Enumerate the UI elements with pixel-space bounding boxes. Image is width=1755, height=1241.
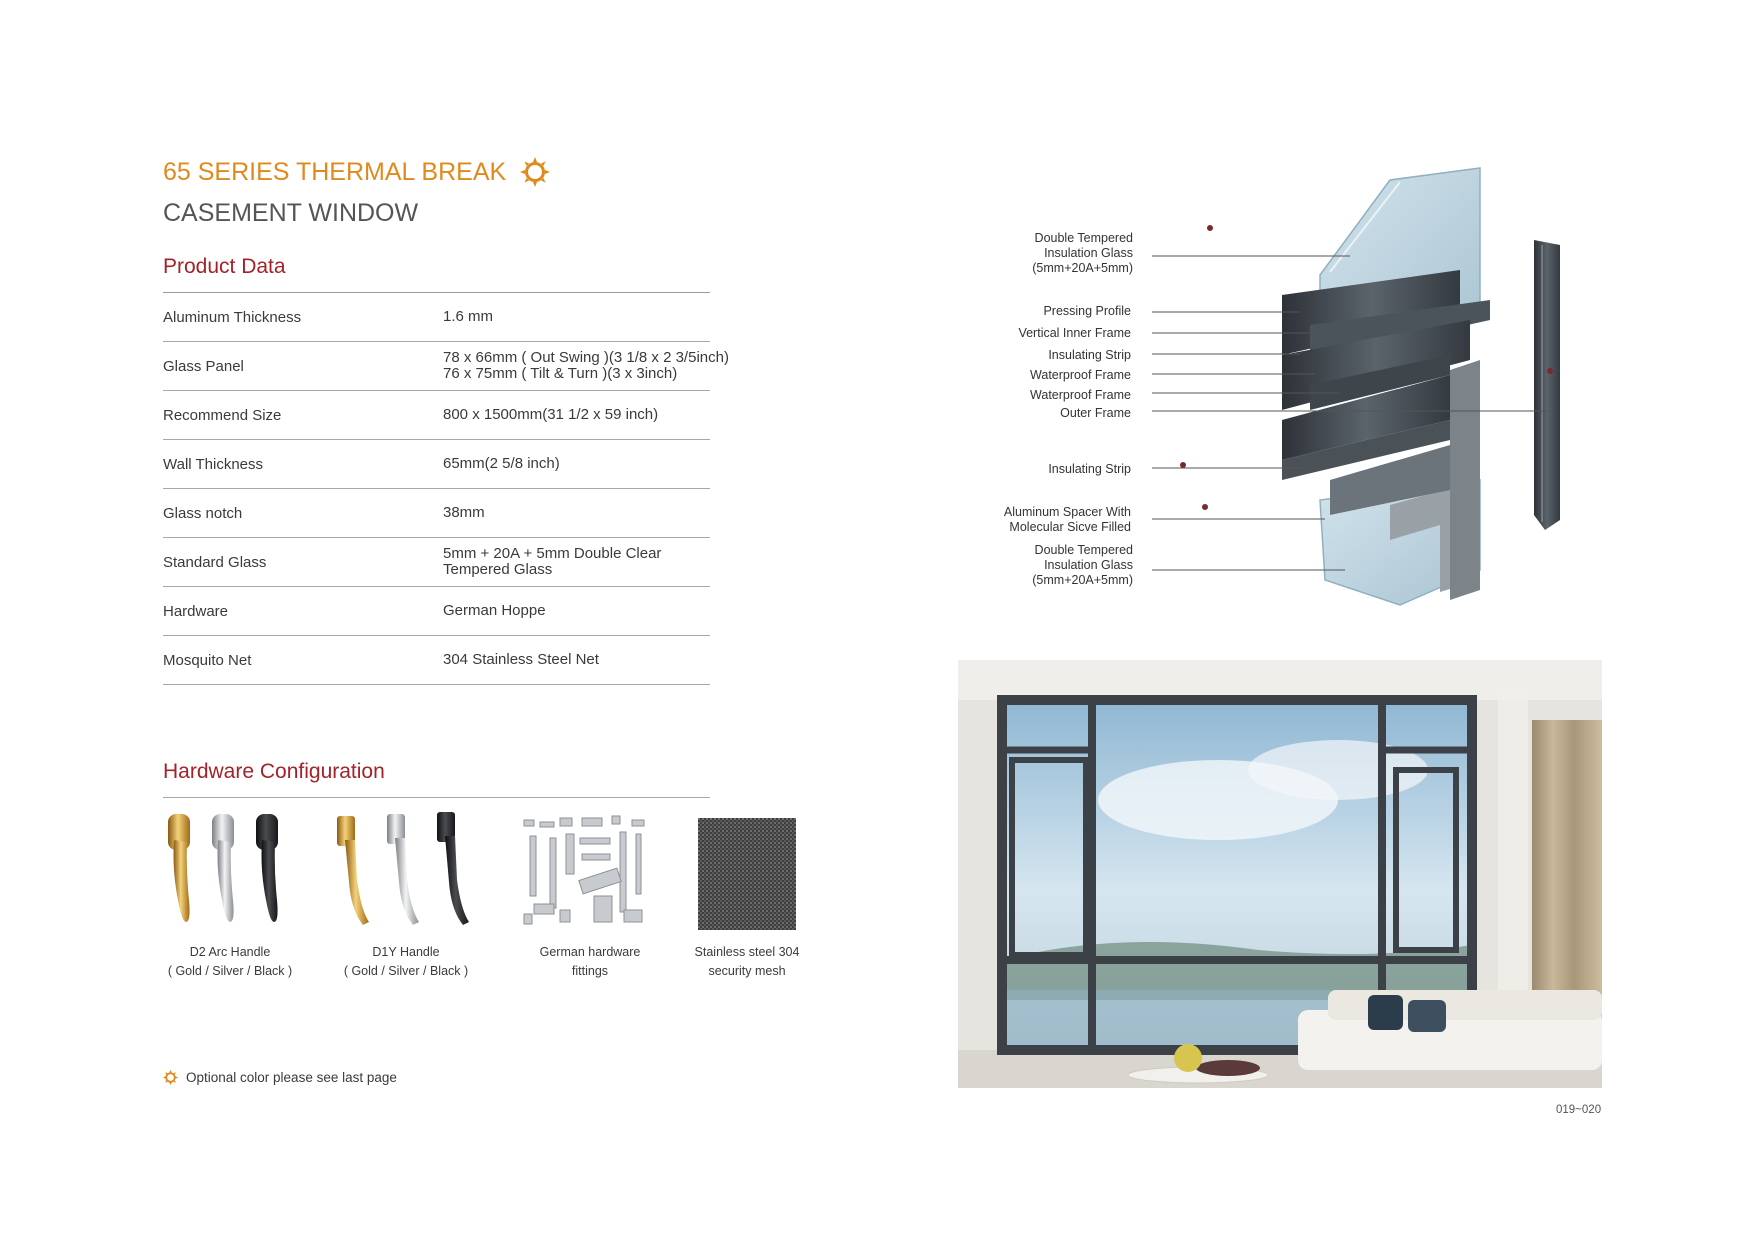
hardware-config-heading: Hardware Configuration [163, 760, 385, 783]
table-row [163, 489, 710, 538]
row-label: Hardware [163, 602, 229, 620]
table-row [163, 538, 710, 587]
row-label: Standard Glass [163, 553, 267, 571]
table-row [163, 636, 710, 685]
row-value: 800 x 1500mm(31 1/2 x 59 inch) [443, 406, 659, 423]
row-value: 38mm [443, 504, 485, 521]
caption-line1: Stainless steel 304 [694, 945, 800, 959]
diagram-leader-lines [1140, 230, 1560, 580]
page-number: 019~020 [1556, 1104, 1602, 1116]
caption-line2: security mesh [708, 964, 786, 978]
row-value-line2: Tempered Glass [443, 561, 553, 578]
row-value-line1: 78 x 66mm ( Out Swing )(3 1/8 x 2 3/5inch) [443, 349, 729, 366]
diagram-label [1032, 543, 1133, 588]
d1y-handle-image [335, 810, 475, 932]
sun-icon [163, 1070, 178, 1085]
row-label: Aluminum Thickness [163, 308, 302, 326]
row-value [443, 350, 729, 382]
hardware-item-caption [150, 943, 310, 981]
hardware-item-caption [326, 943, 486, 981]
color-note [163, 1070, 397, 1085]
caption-line2: fittings [571, 964, 609, 978]
diagram-label: Insulating Strip [1048, 348, 1131, 362]
row-label: Wall Thickness [163, 455, 264, 473]
label-line: (5mm+20A+5mm) [1032, 261, 1133, 275]
diagram-label [1032, 231, 1133, 276]
row-label: Recommend Size [163, 406, 282, 424]
caption-line2: ( Gold / Silver / Black ) [343, 964, 469, 978]
label-line: Double Tempered [1034, 543, 1133, 557]
diagram-label: Vertical Inner Frame [1018, 326, 1131, 340]
page-title [163, 157, 550, 187]
table-row [163, 293, 710, 342]
label-line: Insulation Glass [1044, 246, 1133, 260]
table-row [163, 342, 729, 391]
table-row [163, 587, 710, 636]
sun-icon [520, 157, 550, 187]
hardware-rule [163, 797, 710, 798]
label-line: Double Tempered [1034, 231, 1133, 245]
row-value-line1: 5mm + 20A + 5mm Double Clear [443, 545, 662, 562]
row-label: Glass notch [163, 504, 243, 522]
diagram-label: Outer Frame [1060, 406, 1131, 420]
row-value-line2: 76 x 75mm ( Tilt & Turn )(3 x 3inch) [443, 365, 678, 382]
title-line1: 65 SERIES THERMAL BREAK [163, 157, 507, 186]
spec-table [163, 292, 729, 685]
d2-arc-handle-image [162, 810, 297, 932]
diagram-label [1004, 505, 1131, 535]
label-line: Molecular Sicve Filled [1009, 520, 1131, 534]
row-value [443, 546, 661, 578]
product-data-heading: Product Data [163, 255, 286, 278]
caption-line1: D1Y Handle [372, 945, 440, 959]
caption-line1: D2 Arc Handle [189, 945, 271, 959]
table-row [163, 440, 710, 489]
row-value: German Hoppe [443, 602, 546, 619]
hardware-item-caption [667, 943, 827, 981]
diagram-label: Waterproof Frame [1030, 388, 1131, 402]
hardware-fittings-image [520, 814, 660, 932]
row-value: 1.6 mm [443, 308, 494, 325]
row-label: Mosquito Net [163, 651, 252, 669]
security-mesh-image [698, 818, 796, 930]
caption-line2: ( Gold / Silver / Black ) [167, 964, 293, 978]
caption-line1: German hardware [539, 945, 641, 959]
row-value: 65mm(2 5/8 inch) [443, 455, 560, 472]
table-row [163, 391, 710, 440]
room-window-photo [958, 660, 1602, 1088]
diagram-label: Insulating Strip [1048, 462, 1131, 476]
row-value: 304 Stainless Steel Net [443, 651, 599, 668]
hardware-item-caption [510, 943, 670, 981]
note-text: Optional color please see last page [186, 1070, 397, 1085]
diagram-label: Waterproof Frame [1030, 368, 1131, 382]
label-line: Aluminum Spacer With [1003, 505, 1131, 519]
label-line: (5mm+20A+5mm) [1032, 573, 1133, 587]
label-line: Insulation Glass [1044, 558, 1133, 572]
diagram-label: Pressing Profile [1043, 304, 1131, 318]
page-subtitle: CASEMENT WINDOW [163, 199, 419, 227]
row-label: Glass Panel [163, 357, 244, 375]
